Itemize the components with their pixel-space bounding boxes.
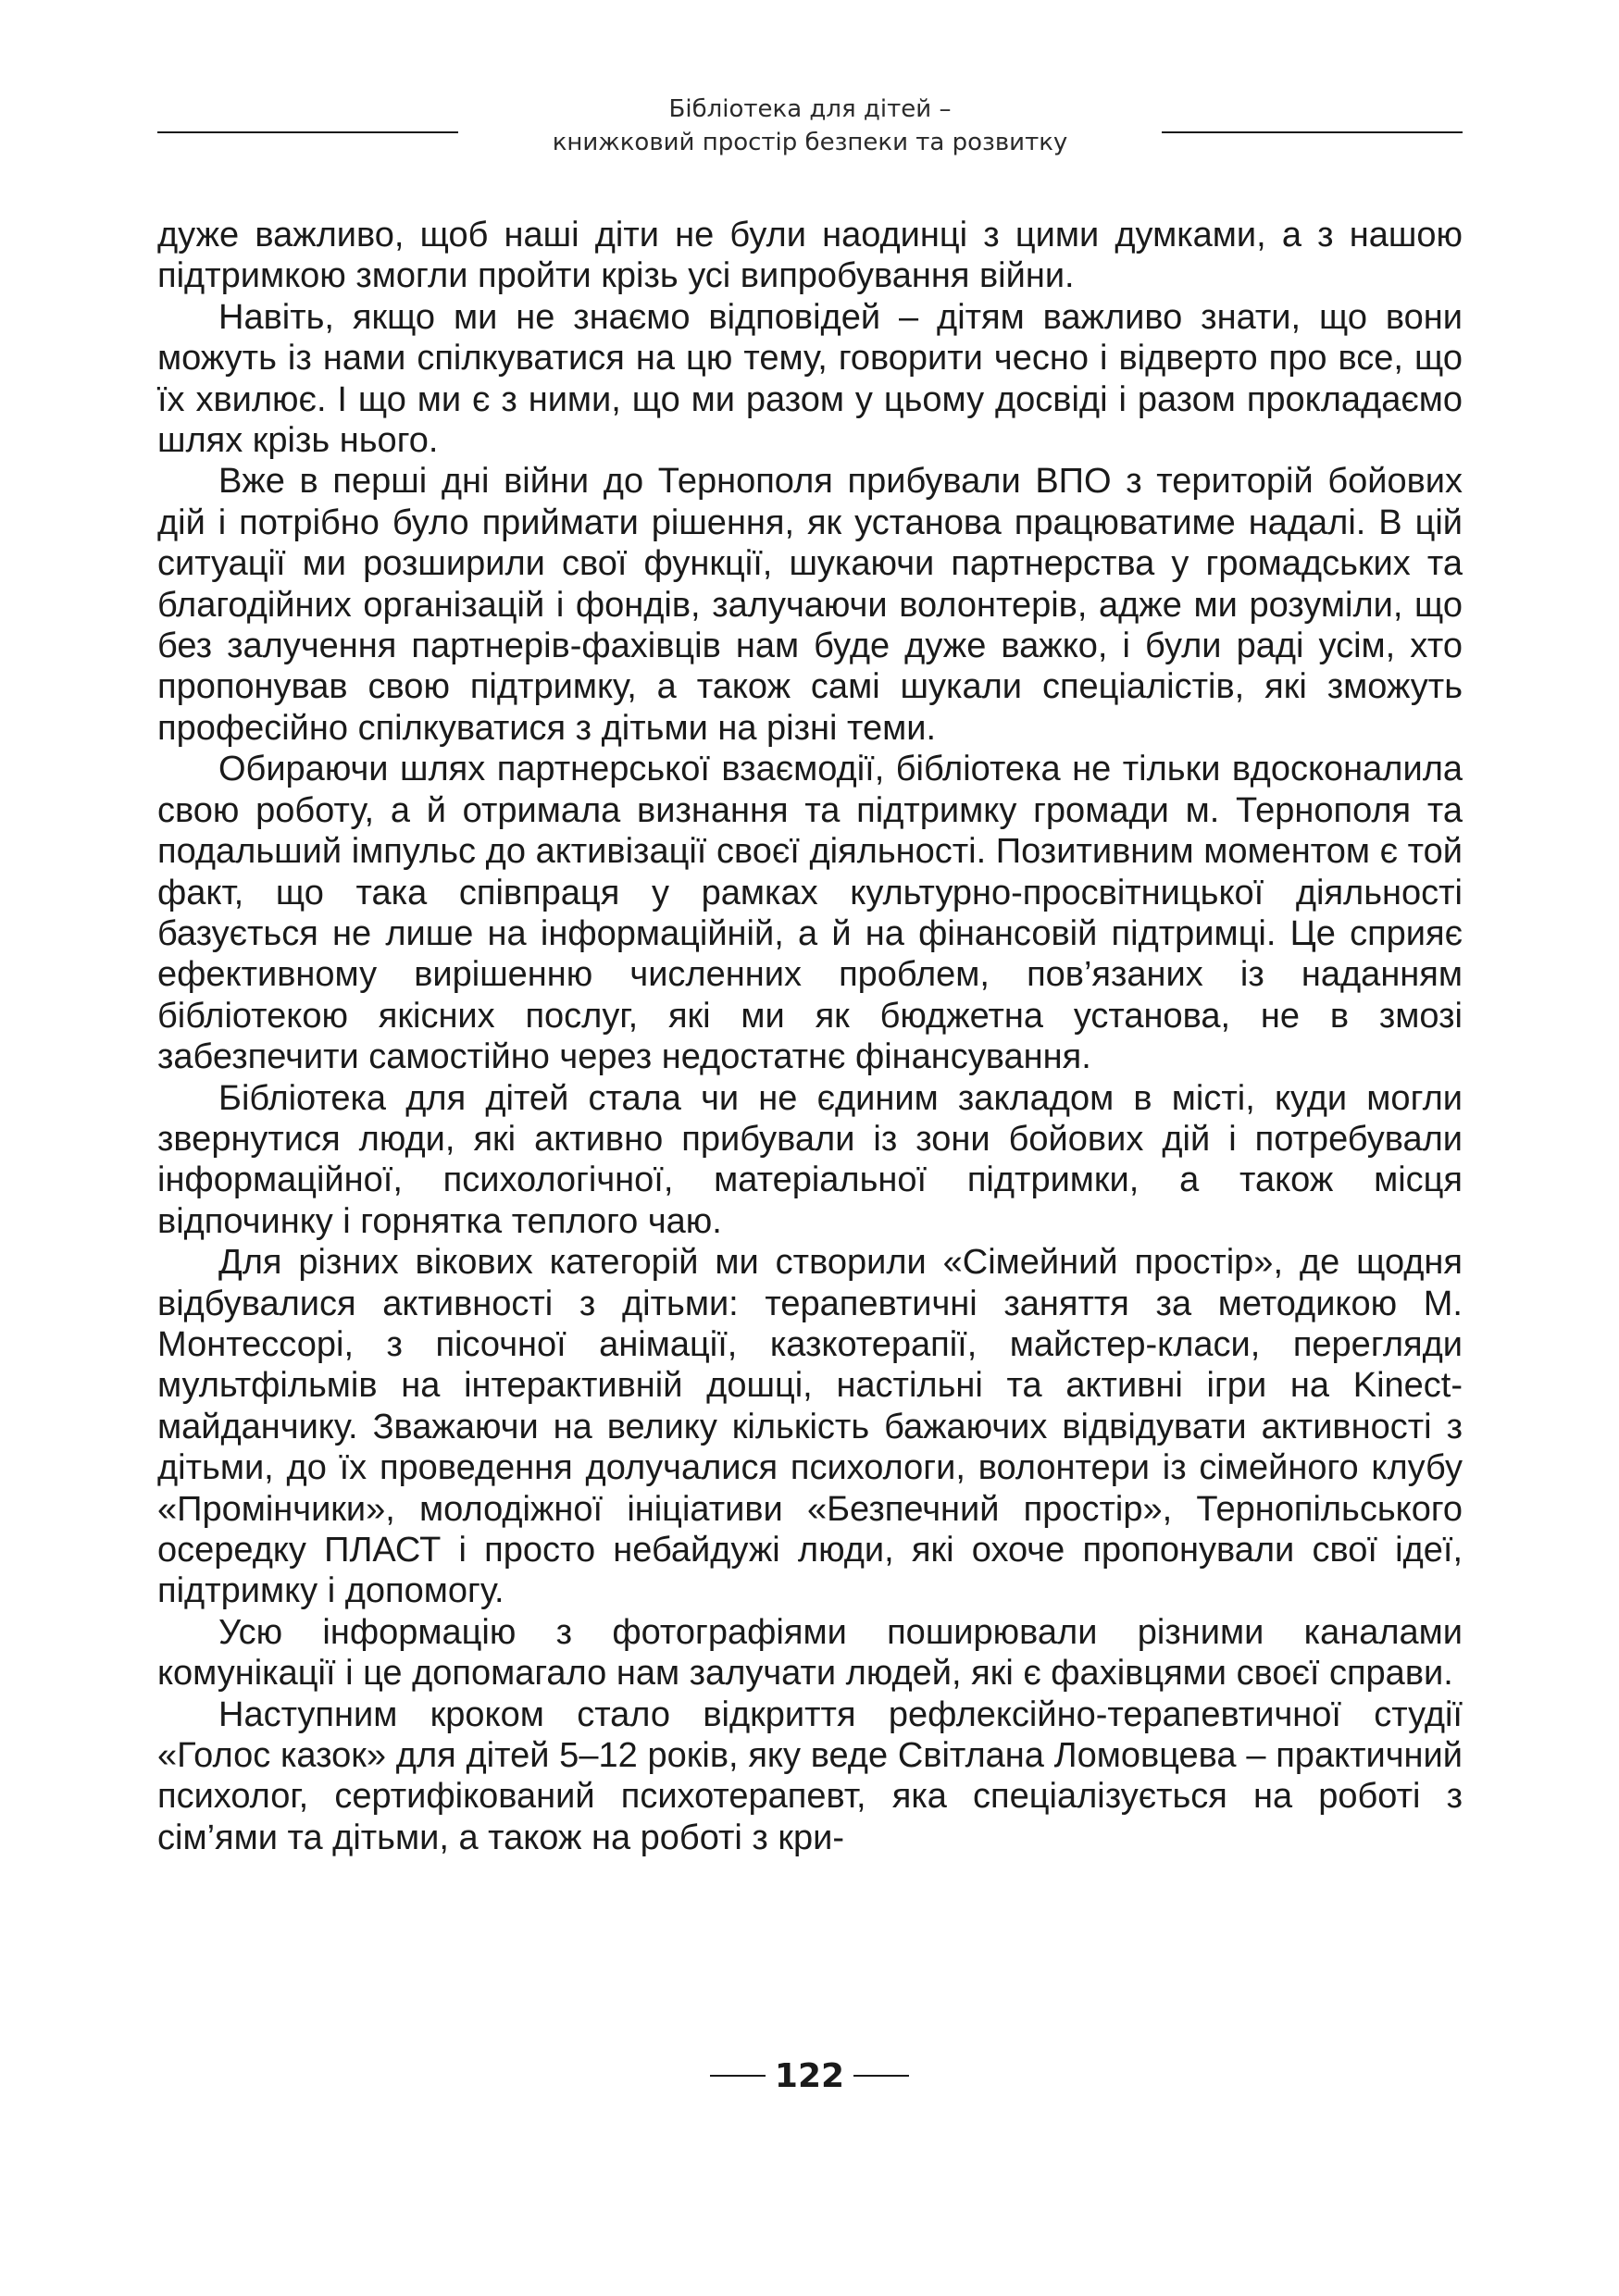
header-rule-right [1162,131,1463,133]
page-body [157,215,1463,1858]
header-line-2: книжковий простір безпеки та розвитку [552,129,1068,156]
header-line-1: Бібліотека для дітей – [668,95,952,123]
running-header [157,93,1463,167]
paragraph: дуже важливо, щоб наші діти не були наодинці з цими думками, а з нашою підтримкою змогли пройти крізь усі випробування війни. [157,216,1463,296]
paragraph: Бібліотека для дітей стала чи не єдиним закладом в місті, куди могли звернутися люди, які активно прибували із зони бойових дій і потребували інформаційної, психологічної, матеріальної підтримки, а також місця відпочинку і горнятка теплого чаю. [157,1078,1463,1241]
paragraph: Обираючи шлях партнерської взаємодії, бібліотека не тільки вдосконалила свою роботу, а й отримала визнання та підтримку громади м. Тернополя та подальший імпульс до активізації своєї діяльності. Позитивним моментом є той факт, що така співпраця у рамках культурно-просвітницької діяльності базується не лише на інформаційній, а й на фінансовій підтримці. Це сприяє ефективному вирішенню численних проблем, пов’язаних із наданням бібліотекою якісних послуг, які ми як бюджетна установа, не в змозі забезпечити самостійно через недостатнє фінансування. [157,750,1463,1077]
header-title [467,93,1152,159]
paragraph: Вже в перші дні війни до Тернополя прибували ВПО з територій бойових дій і потрібно було приймати рішення, як установа працюватиме надалі. В цій ситуації ми розширили свої функції, шукаючи партнерства у громадських та благодійних організацій і фондів, залучаючи волонтерів, адже ми розуміли, що без залучення партнерів-фахівців нам буде дуже важко, і були раді усім, хто пропонував свою підтримку, а також самі шукали спеціалістів, які зможуть професійно спілкуватися з дітьми на різні теми. [157,462,1463,748]
page-footer [0,2053,1619,2099]
paragraph: Для різних вікових категорій ми створили «Сімейний простір», де щодня відбувалися активності з дітьми: терапевтичні заняття за методикою М. Монтессорі, з пісочної анімації, казкотерапії, майстер-класи, перегляди мультфільмів на інтерактивній дошці, настільні та активні ігри на Kinect-майданчику. Зважаючи на велику кількість бажаючих відвідувати активності з дітьми, до їх проведення долучалися психологи, волонтери із сімейного клубу «Промінчики», молодіжної ініціативи «Безпечний простір», Тернопільського осередку ПЛАСТ і просто небайдужі люди, які охоче пропонували свої ідеї, підтримку і допомогу. [157,1243,1463,1611]
paragraph: Навіть, якщо ми не знаємо відповідей – дітям важливо знати, що вони можуть із нами спілкуватися на цю тему, говорити чесно і відверто про все, що їх хвилює. І що ми є з ними, що ми разом у цьому досвіді і разом прокладаємо шлях крізь нього. [157,297,1463,461]
footer-rule-right [853,2075,909,2077]
paragraph: Наступним кроком стало відкриття рефлексійно-терапевтичної студії «Голос казок» для дітей 5–12 років, яку веде Світлана Ломовцева – практичний психолог, сертифікований психотерапевт, яка спеціалізується на роботі з сім’ями та дітьми, а також на роботі з кри- [157,1694,1463,1857]
page-number: 122 [774,2056,845,2095]
header-rule-left [157,131,458,133]
footer-rule-left [710,2075,766,2077]
paragraph: Усю інформацію з фотографіями поширювали різними каналами комунікації і це допомагало нам залучати людей, які є фахівцями своєї справи. [157,1612,1463,1694]
